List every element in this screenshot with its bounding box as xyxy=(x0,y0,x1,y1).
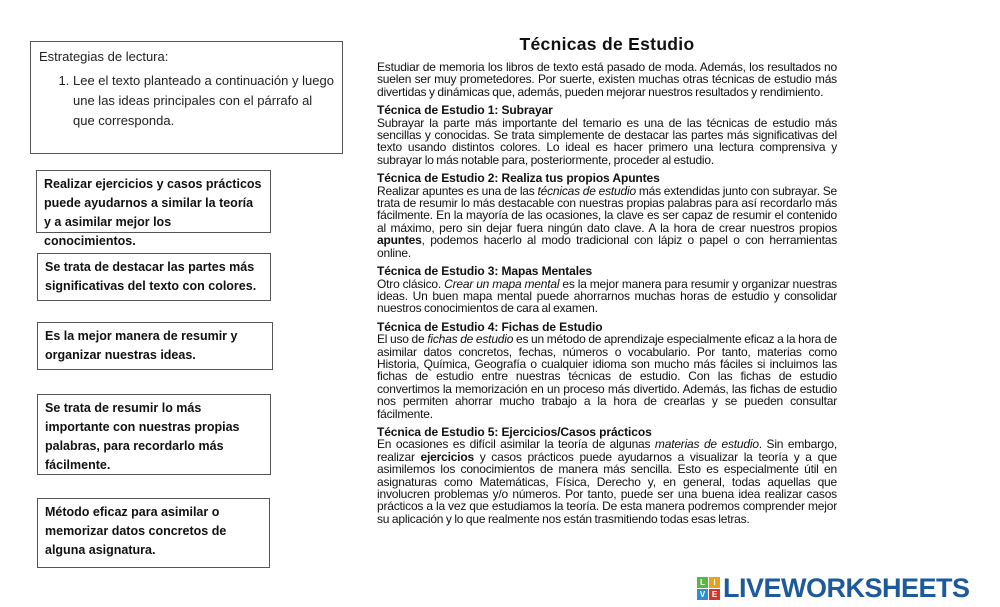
study-techniques-document xyxy=(377,34,837,531)
text-segment: es la mejor manera para resumir y organizar nuestras ideas. Un buen mapa mental puede ahorrarnos muchas horas de estudio y consolidar nuestros conocimientos de cara al examen. xyxy=(377,276,837,316)
logo-letter-tile: I xyxy=(709,577,720,588)
section-body xyxy=(377,438,837,525)
instructions-title: Estrategias de lectura: xyxy=(39,49,169,64)
text-segment: . Sin embargo, realizar xyxy=(377,437,837,464)
logo-letter-tile: V xyxy=(697,589,708,600)
instruction-item: 1. Lee el texto planteado a continuación y luego une las ideas principales con el párrafo al que corresponda. xyxy=(73,71,334,131)
text-segment: más extendidas junto con subrayar. Se trata de resumir lo más destacable con nuestras propias palabras para así recordarlo más fácilmente. En la mayoría de las ocasiones, la clave es ser capaz de resumir el contenido al máximo, pero sin dejar fuera ningún dato clave. A la hora de crear nuestros propios xyxy=(377,183,837,235)
section-body xyxy=(377,333,837,420)
text-segment: Estudiar de memoria los libros de texto está pasado de moda. Además, los resultados no suelen ser muy prometedores. Por suerte, existen muchas otras técnicas de estudio más divertidas y dinámicas que, además, pueden mejorar nuestros resultados y rendimiento. xyxy=(377,60,837,99)
text-segment: Crear un mapa mental xyxy=(444,276,560,291)
match-card-4[interactable]: Se trata de resumir lo más importante con nuestras propias palabras, para recordarlo más fácilmente. xyxy=(37,394,271,475)
text-segment: Otro clásico. xyxy=(377,276,445,291)
section-body xyxy=(377,117,837,167)
text-segment: es un método de aprendizaje especialmente eficaz a la hora de asimilar datos concretos, fechas, números o vocabulario. Por tanto, materias como Historia, Química, Geografía o cualquier idioma son mucho más fáciles si incluimos las fichas de estudio entre nuestras técnicas de estudio. Con las fichas de estudio convertimos la memorización en un proceso más divertido. Además, las fichas de estudio nos permiten ahorrar mucho trabajo a la hora de crearlas y se pueden consultar fácilmente. xyxy=(377,332,837,421)
match-card-5[interactable]: Método eficaz para asimilar o memorizar datos concretos de alguna asignatura. xyxy=(37,498,270,568)
liveworksheets-logo xyxy=(697,574,970,602)
logo-wordmark: LIVEWORKSHEETS xyxy=(723,573,970,603)
section-heading: Técnica de Estudio 1: Subrayar xyxy=(377,103,553,118)
text-segment: y casos prácticos puede ayudarnos a visualizar la teoría y a que asimilemos los conocimientos de manera más sencilla. Esto es especialmente útil en asignaturas como Matemáticas, Física, Derecho y, en general, todas aquellas que involucren problemas y/o números. Por tanto, puede ser una buena idea realizar casos prácticos a la vez que estudiamos la teoría. De esta manera podremos comprender mejor su aplicación y lo que realmente nos están trasmitiendo todas esas letras. xyxy=(377,449,837,526)
section-body xyxy=(377,278,837,315)
text-segment: fichas de estudio xyxy=(427,332,514,347)
text-segment: ejercicios xyxy=(420,449,474,464)
intro-paragraph xyxy=(377,61,837,98)
match-card-3[interactable]: Es la mejor manera de resumir y organizar nuestras ideas. xyxy=(37,322,273,370)
text-segment: Subrayar la parte más importante del temario es una de las técnicas de estudio más sencillas y conocidas. Se trata simplemente de destacar las partes más significativas del texto usando distintos colores. Lo ideal es hacer primero una lectura comprensiva y subrayar lo más notable para, posteriormente, proceder al estudio. xyxy=(377,115,837,167)
match-card-2[interactable]: Se trata de destacar las partes más significativas del texto con colores. xyxy=(37,253,271,301)
section-heading: Técnica de Estudio 5: Ejercicios/Casos prácticos xyxy=(377,424,652,439)
document-title: Técnicas de Estudio xyxy=(519,34,695,54)
section-heading: Técnica de Estudio 3: Mapas Mentales xyxy=(377,264,593,279)
section-heading: Técnica de Estudio 4: Fichas de Estudio xyxy=(377,319,603,334)
text-segment: El uso de xyxy=(377,332,428,347)
section-body xyxy=(377,185,837,259)
instructions-box xyxy=(30,41,343,154)
live-logo-icon xyxy=(697,577,720,600)
text-segment: técnicas de estudio xyxy=(537,183,636,198)
logo-letter-tile: E xyxy=(709,589,720,600)
text-segment: Realizar apuntes es una de las xyxy=(377,183,538,198)
match-card-1[interactable]: Realizar ejercicios y casos prácticos puede ayudarnos a similar la teoría y a asimilar mejor los conocimientos. xyxy=(36,170,271,233)
text-segment: En ocasiones es difícil asimilar la teoría de algunas xyxy=(377,437,655,452)
text-segment: apuntes xyxy=(377,233,422,248)
text-segment: materias de estudio xyxy=(654,437,759,452)
text-segment: , podemos hacerlo al modo tradicional con lápiz o papel o con herramientas online. xyxy=(377,233,837,260)
logo-letter-tile: L xyxy=(697,577,708,588)
section-heading: Técnica de Estudio 2: Realiza tus propios Apuntes xyxy=(377,171,660,186)
